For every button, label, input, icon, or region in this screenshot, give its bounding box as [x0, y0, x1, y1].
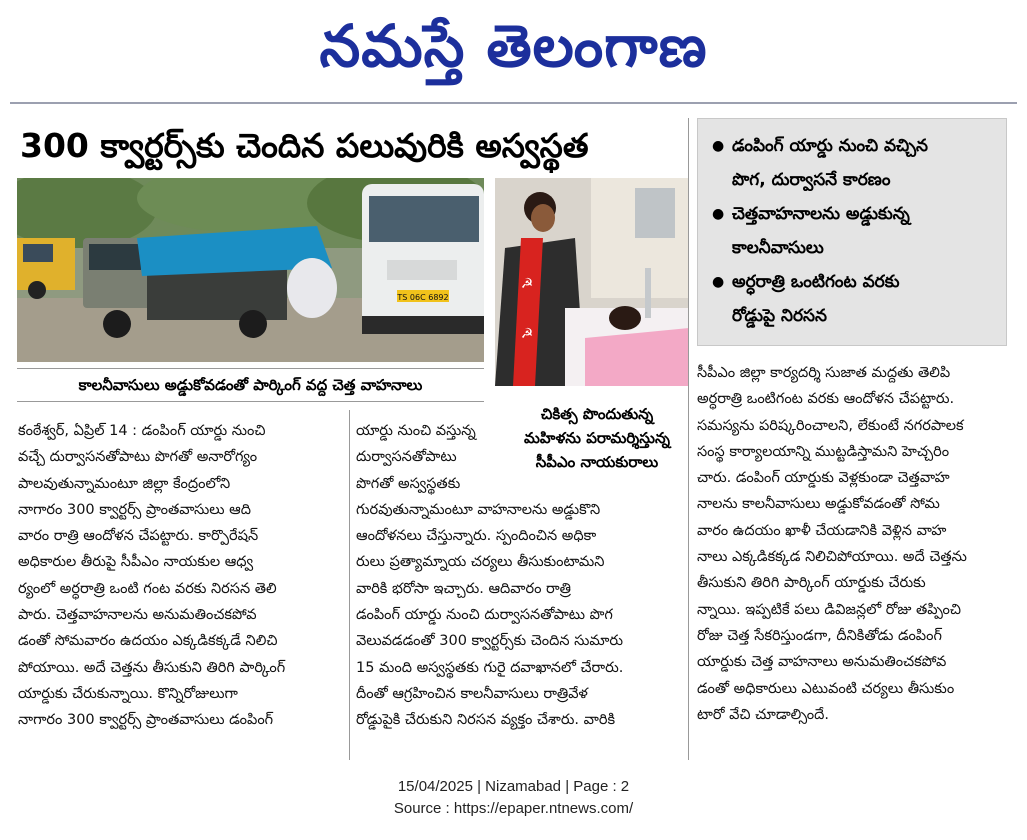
column-divider: [349, 410, 350, 760]
newspaper-logo: నమస్తే తెలంగాణ: [319, 12, 708, 80]
article-headline: 300 క్వార్టర్స్‌కు చెందిన పలువురికి అస్వస్థత: [20, 126, 589, 165]
article-column-2: యార్డు నుంచి వస్తున్న దుర్వాసనతోపాటు పొగతో అస్వస్థతకు గురవుతున్నామంటూ వాహనాలను అడ్డుకొని ఆందోళనలు చేస్తున్నారు. స్పందించిన అధికా రులు ప్రత్యామ్నాయ చర్యలు తీసుకుంటామని వారికి భరోసా ఇచ్చారు. ఆదివారం రాత్రి డంపింగ్ యార్డు నుంచి దుర్వాసనతోపాటు పొగ వెలువడడంతో 300 క్వార్టర్స్‌కు చెందిన సుమారు 15 మంది అస్వస్థతకు గురై దవాఖానలో చేరారు. దీంతో ఆగ్రహించిన కాలనీవాసులు రాత్రివేళ రోడ్డుపైకి చేరుకుని నిరసన వ్యక్తం చేశారు. వారికి: [356, 423, 624, 729]
source-link[interactable]: Source : https://epaper.ntnews.com/: [393, 800, 634, 817]
page-footer: [0, 776, 1027, 820]
license-plate: TS 06C 6892: [397, 293, 449, 302]
hospital-visit-photo: [495, 178, 689, 386]
highlight-item: ● చెత్తవాహనాలను అడ్డుకున్న కాలనీవాసులు: [708, 197, 996, 265]
photo-2-caption: చికిత్స పొందుతున్న మహిళను పరామర్శిస్తున్న సీపీఎం నాయకురాలు: [524, 405, 670, 471]
photo-1-caption: కాలనీవాసులు అడ్డుకోవడంతో పార్కింగ్ వద్ద చెత్త వాహనాలు: [17, 368, 484, 402]
svg-text:☭: ☭: [520, 326, 534, 342]
masthead-divider: [10, 102, 1017, 104]
article-column-1: కంఠేశ్వర్, ఏప్రిల్ 14 : డంపింగ్ యార్డు నుంచి వచ్చే దుర్వాసనతోపాటు పొగతో అనారోగ్యం పాలవుతున్నామంటూ జిల్లా కేంద్రంలోని నాగారం 300 క్వార్టర్స్ ప్రాంతవాసులు ఆది వారం రాత్రి ఆందోళన చేపట్టారు. కార్పొరేషన్ అధికారుల తీరుపై సీపీఎం నాయకుల ఆధ్వ ర్యంలో అర్ధరాత్రి ఒంటి గంట వరకు నిరసన తెలి పారు. చెత్తవాహనాలను అనుమతించకపోవ డంతో సోమవారం ఉదయం ఎక్కడికక్కడే నిలిచి పోయాయి. అదే చెత్తను తీసుకుని తిరిగి పార్కింగ్ యార్డుకు చేరుకున్నాయి. కొన్నిరోజులుగా నాగారం 300 క్వార్టర్స్ ప్రాంతవాసులు డంపింగ్: [18, 423, 286, 729]
highlight-item: ● అర్ధరాత్రి ఒంటిగంట వరకు రోడ్డుపై నిరసన: [708, 265, 996, 333]
article-column-3: సీపీఎం జిల్లా కార్యదర్శి సుజాత మద్దతు తెలిపి అర్ధరాత్రి ఒంటిగంట వరకు ఆందోళన చేపట్టారు. సమస్యను పరిష్కరించాలని, లేకుంటే నగరపాలక సంస్థ కార్యాలయాన్ని ముట్టడిస్తామని హెచ్చరిం చారు. డంపింగ్ యార్డుకు వెళ్లకుండా చెత్తవాహ నాలను కాలనీవాసులు అడ్డుకోవడంతో సోమ వారం ఉదయం ఖాళీ చేయడానికి వెళ్లిన వాహ నాలు ఎక్కడికక్కడ నిలిచిపోయాయి. అదే చెత్తను తీసుకుని తిరిగి పార్కింగ్ యార్డుకు చేరుకు న్నాయి. ఇప్పటికే పలు డివిజన్లలో రోజు తప్పించి రోజు చెత్త సేకరిస్తుండగా, దీనికితోడు డంపింగ్ యార్డుకు చెత్త వాహనాలు అనుమతించకపోవ డంతో అధికారులు ఎటువంటి చర్యలు తీసుకుం టారో వేచి చూడాల్సిందే.: [697, 365, 967, 723]
svg-text:☭: ☭: [520, 276, 534, 292]
masthead: [0, 0, 1027, 104]
edition-info: 15/04/2025 | Nizamabad | Page : 2: [397, 778, 630, 795]
highlights-box: [697, 118, 1007, 346]
garbage-vehicles-photo: [17, 178, 484, 362]
highlight-item: ● డంపింగ్ యార్డు నుంచి వచ్చిన పొగ, దుర్వాసనే కారణం: [708, 129, 996, 197]
column-divider: [688, 118, 689, 760]
